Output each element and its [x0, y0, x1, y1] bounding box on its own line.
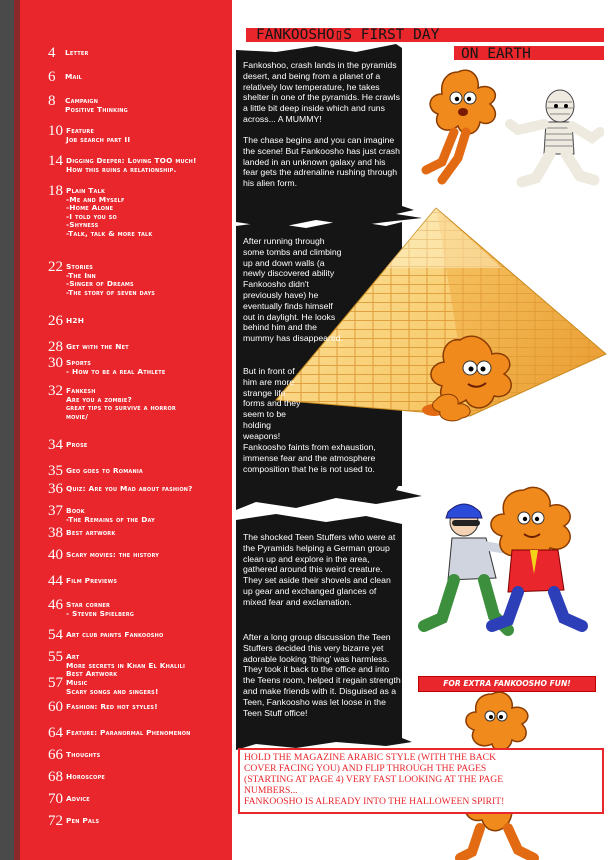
toc-entry-title: Fankesh [66, 386, 96, 395]
toc-entry-text [66, 384, 176, 421]
toc-entry-title: Letter [65, 48, 89, 57]
toc-item[interactable] [48, 356, 165, 376]
contents-sidebar [0, 0, 232, 860]
story-paragraph-1: Fankoshoo, crash lands in the pyramids desert, and being from a planet of a relatively low temperature, he takes shelter in one of the pyramids. He crawls a little bit deep inside which and runs across... A MUMMY! [243, 60, 400, 124]
binding-shadow [14, 0, 20, 860]
toc-entry-text [66, 548, 159, 560]
toc-page-number: 30 [48, 355, 63, 371]
toc-page-number: 68 [48, 769, 63, 785]
toc-page-number: 64 [48, 725, 63, 741]
feature-title-line-1: FANKOOSHO▯S FIRST DAY [256, 27, 440, 43]
toc-entry-subtitle: Job search part II [66, 134, 131, 144]
toc-item[interactable] [48, 70, 82, 84]
toc-entry-title: Get with the Net [66, 342, 129, 351]
toc-page-number: 66 [48, 747, 63, 763]
feature-title [240, 26, 590, 64]
toc-entry-text [65, 46, 89, 58]
toc-entry-title: Art [66, 652, 80, 661]
fankoosho-disguised [478, 484, 598, 634]
toc-entry-title: Sports [66, 358, 92, 367]
toc-page-number: 28 [48, 339, 63, 355]
toc-entry-title: Best artwork [66, 528, 116, 537]
toc-item[interactable] [48, 574, 117, 588]
toc-page-number: 55 [48, 649, 63, 665]
flip-book-notice [238, 748, 604, 814]
toc-entry-subtitle: More secrets in Khan El Khalili [66, 660, 186, 670]
toc-entry-subtitle: -The Inn [66, 270, 96, 280]
toc-page-number: 72 [48, 813, 63, 829]
toc-entry-text [66, 676, 159, 696]
toc-item[interactable] [48, 438, 88, 452]
toc-page-number: 57 [48, 675, 63, 691]
toc-entry-subtitle: -Singer of Dreams [66, 279, 134, 289]
toc-entry-subtitle: - Steven Spielberg [66, 608, 135, 618]
toc-item[interactable] [48, 548, 159, 562]
toc-entry-subtitle: great tips to survive a horror [66, 403, 176, 413]
toc-entry-text [65, 94, 128, 114]
toc-entry-text [66, 598, 134, 618]
toc-entry-text [66, 464, 143, 476]
toc-item[interactable] [48, 314, 84, 328]
toc-entry-title: Horoscope [66, 772, 105, 781]
toc-entry-subtitle: -I told you so [66, 211, 117, 221]
toc-entry-title: Film Previews [66, 576, 118, 585]
toc-item[interactable] [48, 260, 155, 297]
toc-entry-subtitle: -Me and Myself [66, 194, 125, 204]
feature-title-line-2: ON EARTH [461, 46, 531, 62]
story-paragraph-2: The chase begins and you can imagine the scene! But Fankoosho has just crash landed in an unknown galaxy and his fear gets the adrenaline rushing through his alien form. [243, 135, 400, 189]
toc-page-number: 8 [48, 93, 56, 109]
toc-page-number: 32 [48, 383, 63, 399]
toc-entry-text [66, 792, 90, 804]
toc-entry-text [66, 438, 88, 450]
toc-entry-text [66, 260, 155, 297]
toc-entry-text [66, 748, 100, 760]
toc-page-number: 26 [48, 313, 63, 329]
toc-entry-text [66, 526, 115, 538]
toc-entry-title: Pen Pals [66, 816, 100, 825]
toc-page-number: 60 [48, 699, 63, 715]
toc-item[interactable] [48, 340, 129, 354]
toc-entry-title: Feature [66, 126, 95, 135]
toc-item[interactable] [48, 770, 105, 784]
binding-edge [0, 0, 14, 860]
toc-entry-title: Prose [66, 440, 88, 449]
toc-entry-subtitle: How this ruins a relationship. [66, 164, 177, 174]
toc-page-number: 10 [48, 123, 63, 139]
fankoosho-tail [430, 390, 480, 424]
toc-item[interactable] [48, 482, 193, 496]
toc-item[interactable] [48, 94, 128, 114]
toc-entry-title: Quiz: Are you Mad about fashion? [66, 484, 193, 493]
toc-item[interactable] [48, 814, 99, 828]
toc-entry-title: Advice [66, 794, 90, 803]
toc-item[interactable] [48, 748, 100, 762]
toc-item[interactable] [48, 384, 176, 421]
toc-entry-text [66, 154, 197, 174]
toc-entry-subtitle: Scary songs and singers! [66, 686, 159, 696]
toc-page-number: 6 [48, 69, 56, 85]
toc-entry-title: Geo goes to Romania [66, 466, 143, 475]
toc-entry-text [66, 356, 165, 376]
toc-page-number: 46 [48, 597, 63, 613]
toc-page-number: 35 [48, 463, 63, 479]
toc-page-number: 22 [48, 259, 63, 275]
story-paragraph-4: The shocked Teen Stuffers who were at the Pyramids helping a German group clean up and explore in the area, gathered around this weird creature. They set aside their shovels and clean up gear and exchanged glances of mixed fear and exclamation. [243, 532, 396, 607]
mummy-illustration [500, 84, 604, 188]
toc-entry-text [66, 124, 130, 144]
toc-entry-subtitle: Best Artwork [66, 669, 118, 679]
toc-entry-title: Music [66, 678, 88, 687]
toc-page-number: 36 [48, 481, 63, 497]
toc-entry-title: Plain Talk [66, 186, 106, 195]
toc-entry-subtitle: -Talk, talk & more talk [66, 228, 153, 238]
toc-entry-subtitle: - How to be a real Athlete [66, 366, 166, 376]
toc-page-number: 37 [48, 503, 63, 519]
toc-entry-title: Fashion: Red hot styles! [66, 702, 158, 711]
toc-entry-subtitle: Are you a zombie? [66, 394, 132, 404]
toc-entry-title: H2H [66, 316, 85, 325]
toc-item[interactable] [48, 676, 159, 696]
toc-item[interactable] [48, 124, 130, 144]
toc-item[interactable] [48, 526, 115, 540]
toc-entry-subtitle: movie/ [66, 411, 89, 421]
toc-item[interactable] [48, 598, 134, 618]
toc-item[interactable] [48, 700, 158, 714]
toc-entry-text [66, 314, 84, 326]
toc-item[interactable] [48, 650, 185, 679]
toc-page-number: 40 [48, 547, 63, 563]
toc-item[interactable] [48, 46, 89, 60]
toc-entry-subtitle: Positive Thinking [65, 104, 128, 114]
toc-entry-title: Art club paints Fankoosho [66, 630, 164, 639]
toc-entry-subtitle: -The story of seven days [66, 287, 156, 297]
toc-entry-title: Book [66, 506, 85, 515]
toc-entry-subtitle: -Home Alone [66, 203, 114, 213]
toc-entry-text [66, 184, 153, 239]
toc-page-number: 14 [48, 153, 63, 169]
toc-item[interactable] [48, 464, 143, 478]
toc-entry-title: Campaign [65, 96, 99, 105]
toc-entry-text [66, 574, 117, 586]
toc-entry-title: Scary movies: the history [66, 550, 160, 559]
toc-page-number: 38 [48, 525, 63, 541]
notice-line: HOLD THE MAGAZINE ARABIC STYLE (WITH THE BACK [244, 752, 496, 763]
notice-line: COVER FACING YOU) AND FLIP THROUGH THE PAGES [244, 763, 487, 774]
toc-entry-subtitle: -Shyness [66, 220, 99, 230]
toc-entry-subtitle: -The Remains of the Day [66, 514, 155, 524]
notice-line: NUMBERS... [244, 785, 298, 796]
toc-entry-text [66, 340, 129, 352]
toc-entry-title: Digging Deeper: Loving TOO much! [66, 156, 197, 165]
toc-entry-text [66, 482, 193, 494]
toc-page-number: 44 [48, 573, 63, 589]
toc-item[interactable] [48, 504, 155, 524]
notice-line: (STARTING AT PAGE 4) VERY FAST LOOKING AT THE PAGE [244, 774, 504, 785]
toc-item[interactable] [48, 628, 163, 642]
story-paragraph-3a: After running through some tombs and climbing up and down walls (a newly discovered ability Fankoosho didn't previously have) he eventually finds himself out in daylight. He looks behind him and the mummy has disappeared. [243, 236, 343, 344]
toc-entry-title: Thoughts [66, 750, 101, 759]
toc-page-number: 4 [48, 45, 56, 61]
story-paragraph-5: After a long group discussion the Teen Stuffers decided this very bizarre yet adorable looking 'thing' was harmless. They took it back to the office and into the Teens room, helped it regain strength and make friends with it. Disguised as a Teen, Fankoosho was let loose in the Teen Stuff office! [243, 632, 401, 718]
toc-entry-text [66, 700, 158, 712]
toc-item[interactable] [48, 184, 153, 239]
toc-page-number: 54 [48, 627, 63, 643]
torn-edge-3 [236, 480, 426, 530]
toc-entry-title: Mail [65, 72, 83, 81]
toc-entry-text [66, 770, 105, 782]
toc-page-number: 70 [48, 791, 63, 807]
toc-page-number: 18 [48, 183, 63, 199]
toc-entry-title: Star corner [66, 600, 111, 609]
toc-page-number: 34 [48, 437, 63, 453]
toc-entry-text [66, 628, 163, 640]
toc-entry-title: Stories [66, 262, 94, 271]
extra-fun-label: FOR EXTRA FANKOOSHO FUN! [418, 676, 596, 692]
story-paragraph-3b: But in front of him are more strange life forms and they seem to be holding weapons! [243, 366, 301, 441]
toc-item[interactable] [48, 154, 197, 174]
fankoosho-creature-running [418, 66, 508, 186]
toc-entry-title: Feature: Paranormal Phenomenon [66, 728, 191, 737]
toc-entry-text [65, 70, 82, 82]
notice-line: FANKOOSHO IS ALREADY INTO THE HALLOWEEN SPIRIT! [244, 796, 505, 807]
story-paragraph-3c: Fankoosho faints from exhaustion, immense fear and the atmosphere composition that he is not used to. [243, 442, 376, 474]
toc-item[interactable] [48, 726, 191, 740]
toc-item[interactable] [48, 792, 90, 806]
toc-entry-text [66, 650, 185, 679]
toc-entry-text [66, 726, 191, 738]
toc-entry-text [66, 814, 99, 826]
toc-entry-text [66, 504, 155, 524]
